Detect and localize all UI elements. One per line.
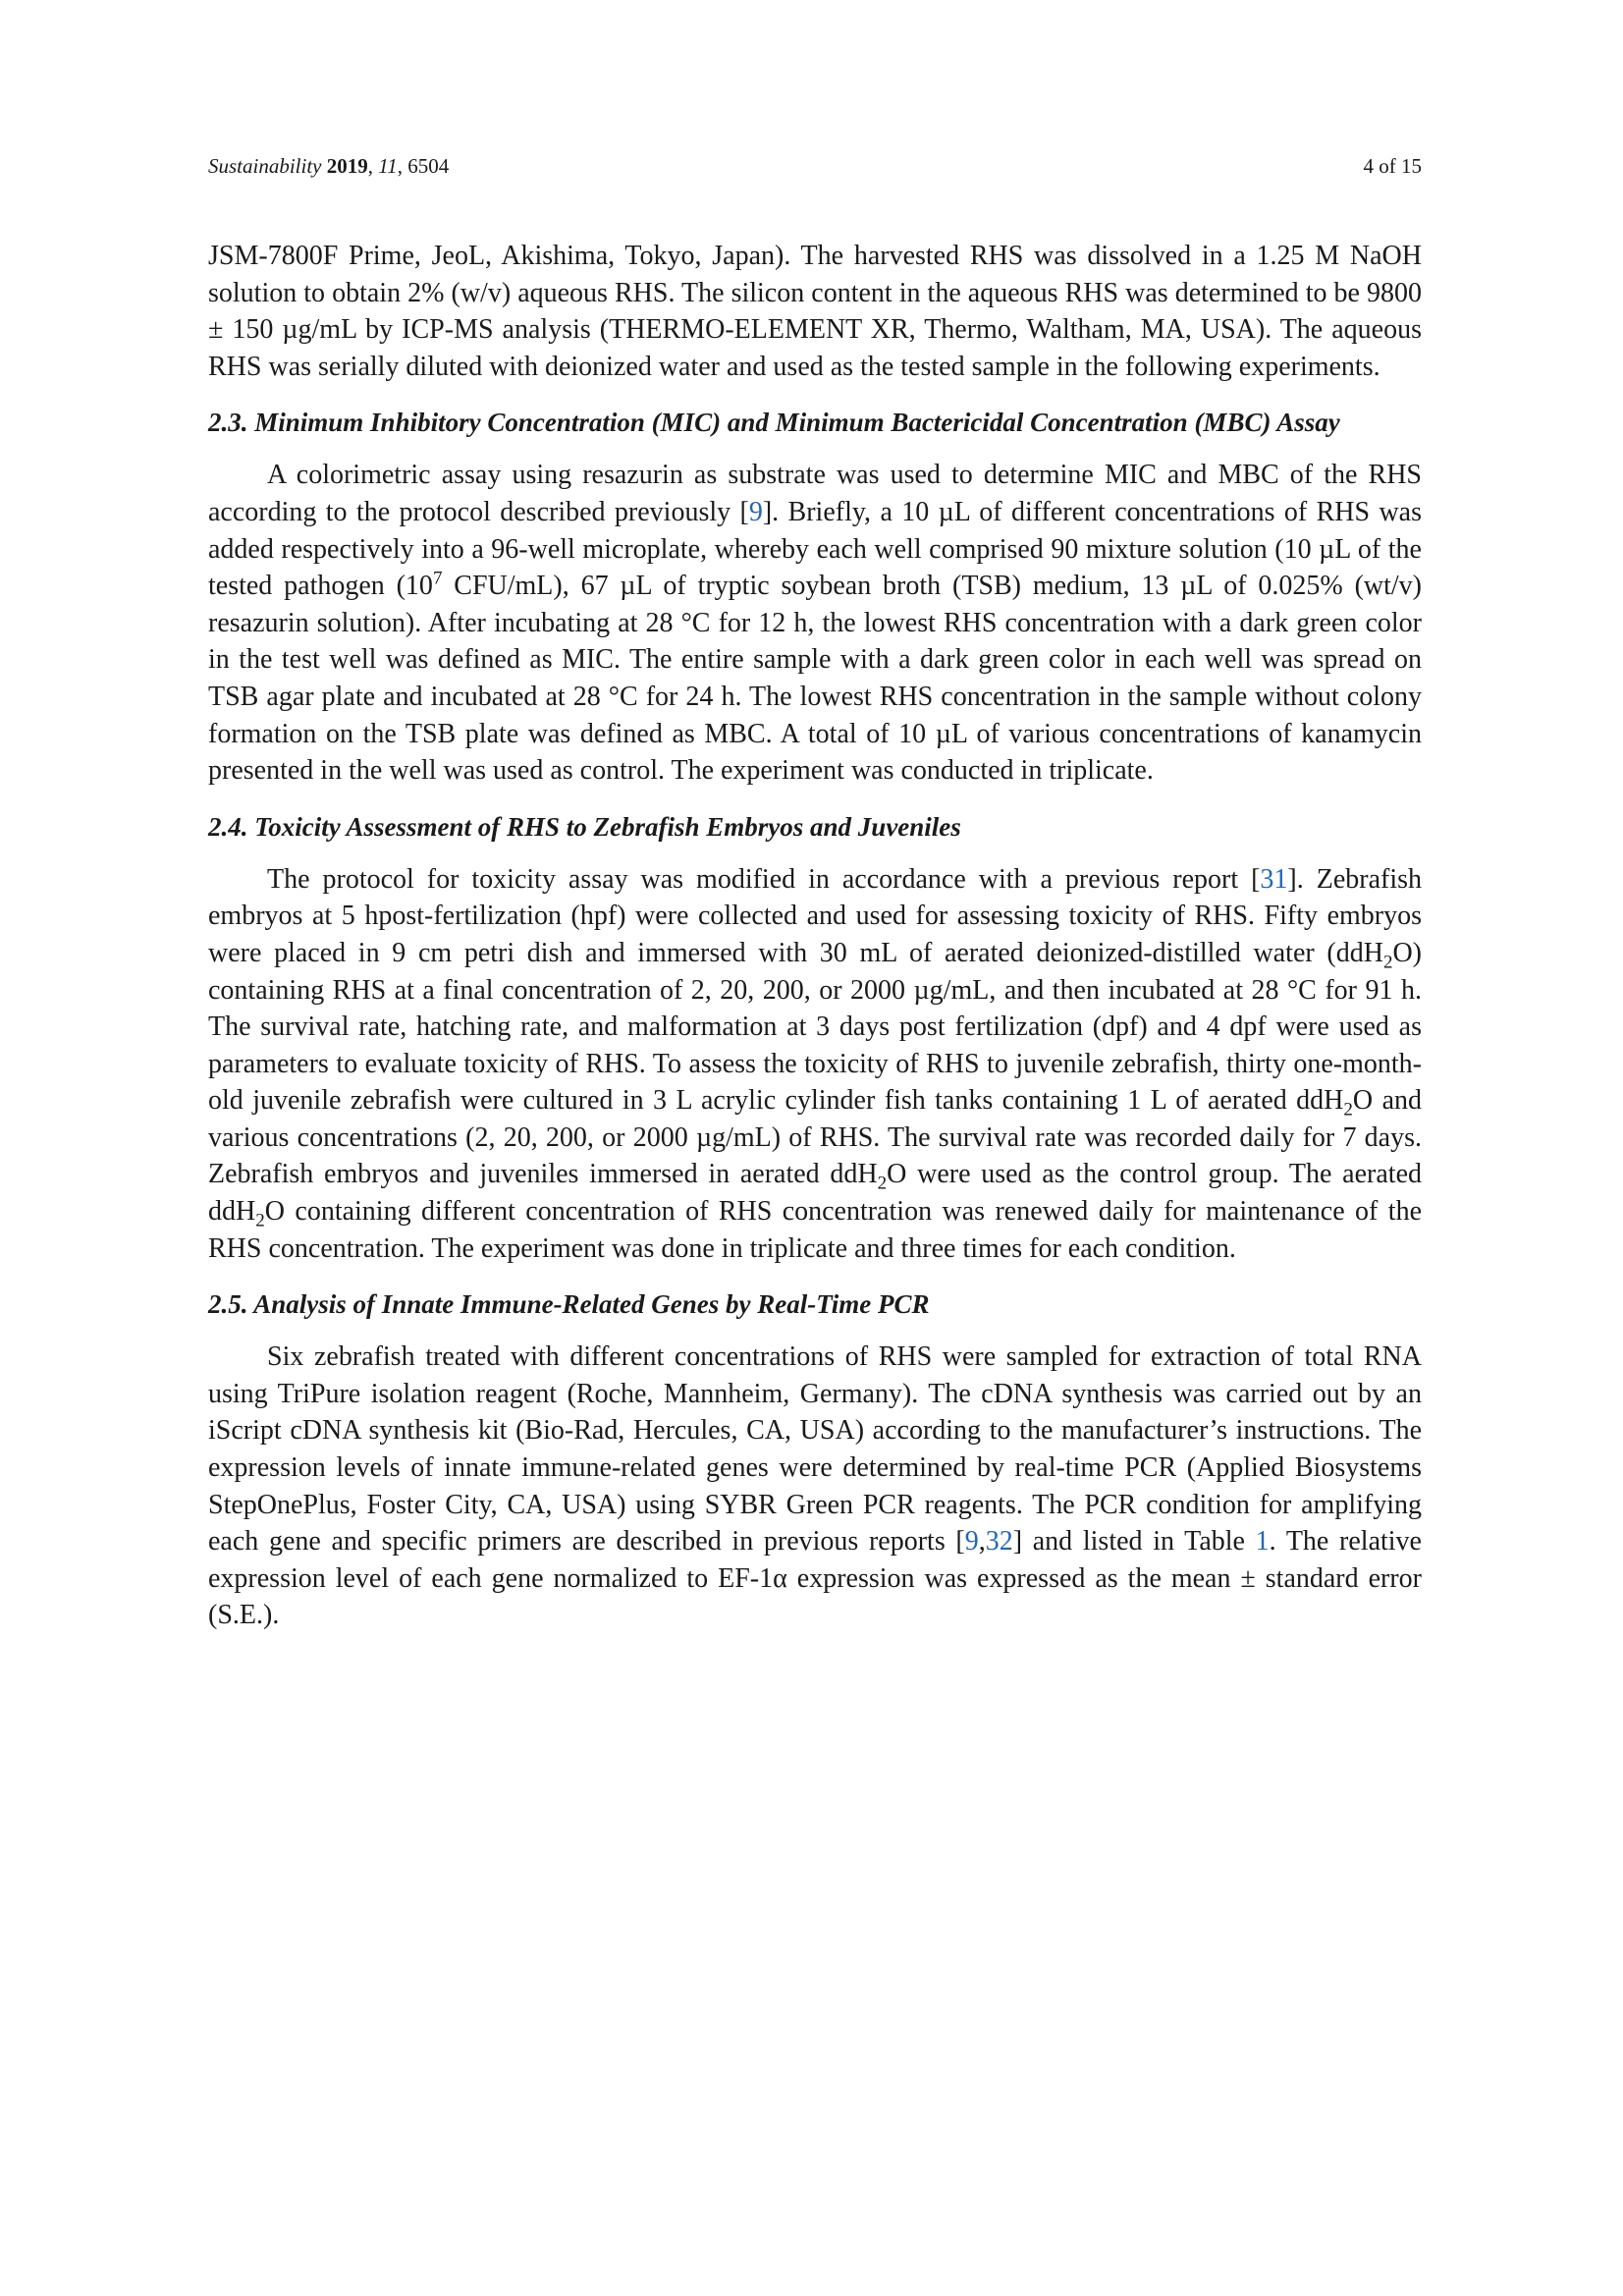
text-run: ] and listed in Table <box>1012 1526 1256 1558</box>
section-2-4-paragraph <box>208 861 1422 1268</box>
text-run: ]. Zebrafish embryos at 5 hpost-fertilization (hpf) were collected and used for assessing toxicity of RHS. Fifty embryos were placed in 9 cm petri dish and immersed with 30 mL of aerated deionized-distilled water (ddH <box>208 863 1422 968</box>
text-run: ]. Briefly, a 10 µL of different concentrations of RHS was added respectively into a 96-well microplate, whereby each well comprised 90 mixture solution (10 µL of the tested pathogen (10 <box>208 496 1422 602</box>
section-heading-2-5: 2.5. Analysis of Innate Immune-Related Genes by Real-Time PCR <box>208 1289 930 1320</box>
text-run: Six zebrafish treated with different concentrations of RHS were sampled for extraction of total RNA using TriPure isolation reagent (Roche, Mannheim, Germany). The cDNA synthesis was carried out by an iScript cDNA synthesis kit (Bio-Rad, Hercules, CA, USA) according to the manufacturer’s instructions. The expression levels of innate immune-related genes were determined by real-time PCR (Applied Biosystems StepOnePlus, Foster City, CA, USA) using SYBR Green PCR reagents. The PCR condition for amplifying each gene and specific primers are described in previous reports [ <box>208 1341 1422 1558</box>
page-number: 4 of 15 <box>1363 154 1422 178</box>
section-2-3-paragraph <box>208 457 1422 789</box>
paper-page <box>208 0 1422 2296</box>
text-run: O and various concentrations (2, 20, 200, or 2000 µg/mL) of RHS. The survival rate was recorded daily for 7 days. Zebrafish embryos and juveniles immersed in aerated ddH <box>208 1085 1422 1190</box>
text-run: JSM-7800F Prime, JeoL, Akishima, Tokyo, Japan). The harvested RHS was dissolved in a 1.25 M NaOH solution to obtain 2% (w/v) aqueous RHS. The silicon content in the aqueous RHS was determined to be 9800 ± 150 µg/mL by ICP-MS analysis (THERMO-ELEMENT XR, Thermo, Waltham, MA, USA). The aqueous RHS was serially diluted with deionized water and used as the tested sample in the following experiments. <box>208 241 1422 382</box>
text-run: The protocol for toxicity assay was modified in accordance with a previous report [ <box>267 863 1261 895</box>
citation-link[interactable]: 9 <box>748 496 763 527</box>
table-link[interactable]: 1 <box>1255 1526 1270 1558</box>
section-heading-2-4: 2.4. Toxicity Assessment of RHS to Zebrafish Embryos and Juveniles <box>208 811 961 842</box>
text-run: O were used as the control group. The aerated ddH <box>208 1159 1422 1228</box>
text-run: O) containing RHS at a final concentration of 2, 20, 200, or 2000 µg/mL, and then incubated at 28 °C for 91 h. The survival rate, hatching rate, and malformation at 3 days post fertilization (dpf) and 4 dpf were used as parameters to evaluate toxicity of RHS. To assess the toxicity of RHS to juvenile zebrafish, thirty one-month-old juvenile zebrafish were cultured in 3 L acrylic cylinder fish tanks containing 1 L of aerated ddH <box>208 937 1422 1117</box>
header-separator: , <box>397 154 408 178</box>
subscript: 2 <box>255 1210 265 1231</box>
text-run: CFU/mL), 67 µL of tryptic soybean broth (TSB) medium, 13 µL of 0.025% (wt/v) resazurin solution). After incubating at 28 °C for 12 h, the lowest RHS concentration with a dark green color in the test well was defined as MIC. The entire sample with a dark green color in each well was spread on TSB agar plate and incubated at 28 °C for 24 h. The lowest RHS concentration in the sample without colony formation on the TSB plate was defined as MBC. A total of 10 µL of various concentrations of kanamycin presented in the well was used as control. The experiment was conducted in triplicate. <box>208 571 1422 787</box>
volume-number: 11 <box>378 154 398 178</box>
subscript: 2 <box>877 1174 888 1195</box>
journal-name: Sustainability <box>208 154 322 178</box>
intro-paragraph <box>208 238 1422 385</box>
citation-link[interactable]: 32 <box>985 1526 1013 1558</box>
publication-year: 2019 <box>326 154 368 178</box>
citation-link[interactable]: 31 <box>1260 863 1288 895</box>
header-separator: , <box>367 154 379 178</box>
article-number: 6504 <box>407 154 450 178</box>
body-text <box>208 238 1422 1634</box>
text-run: A colorimetric assay using resazurin as substrate was used to determine MIC and MBC of the RHS according to the protocol described previously [ <box>208 460 1422 527</box>
section-2-5-paragraph <box>208 1339 1422 1634</box>
running-header <box>208 153 1422 179</box>
text-run: O containing different concentration of RHS concentration was renewed daily for maintenance of the RHS concentration. The experiment was done in triplicate and three times for each condition. <box>208 1196 1422 1264</box>
text-run: , <box>978 1526 986 1558</box>
citation-link[interactable]: 9 <box>964 1526 979 1558</box>
text-run: . The relative expression level of each gene normalized to EF-1α expression was expressed as the mean ± standard error (S.E.). <box>208 1526 1422 1631</box>
section-heading-2-3: 2.3. Minimum Inhibitory Concentration (MIC) and Minimum Bactericidal Concentration (MBC) Assay <box>208 408 1340 438</box>
superscript: 7 <box>432 568 443 589</box>
subscript: 2 <box>1382 952 1393 973</box>
subscript: 2 <box>1343 1099 1353 1121</box>
